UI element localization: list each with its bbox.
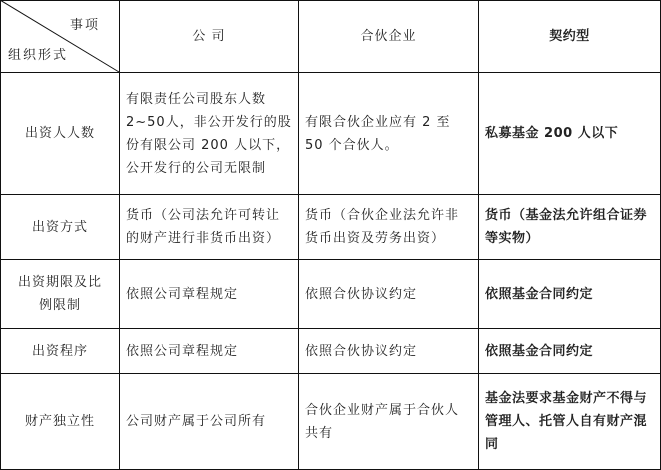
cell-contractual-contribution-procedure: 依照基金合同约定: [485, 343, 594, 359]
row-label-contribution-term: 出资期限及比例限制: [17, 275, 102, 313]
cell-company-contribution-method: 货币（公司法允许可转让的财产进行非货币出资）: [126, 208, 281, 246]
cell-contractual-contribution-method: 货币（基金法允许组合证券等实物）: [485, 208, 648, 246]
row-label-contribution-method: 出资方式: [31, 219, 88, 235]
header-corner-top: 事项: [70, 18, 101, 33]
cell-contractual-investor-count: 私募基金 200 人以下: [485, 126, 619, 141]
cell-company-contribution-term: 依照公司章程规定: [126, 286, 239, 302]
header-partnership: 合伙企业: [360, 29, 417, 44]
cell-partnership-investor-count: 有限合伙企业应有 2 至 50 个合伙人。: [305, 114, 451, 153]
cell-partnership-asset-independence: 合伙企业财产属于合伙人共有: [305, 402, 460, 441]
cell-company-contribution-procedure: 依照公司章程规定: [126, 343, 239, 359]
cell-contractual-contribution-term: 依照基金合同约定: [485, 286, 594, 302]
cell-company-asset-independence: 公司财产属于公司所有: [126, 414, 267, 429]
row-label-investor-count: 出资人人数: [24, 126, 95, 141]
header-company: 公 司: [192, 29, 226, 44]
header-contractual: 契约型: [549, 29, 590, 44]
row-label-contribution-procedure: 出资程序: [31, 343, 88, 359]
cell-partnership-contribution-term: 依照合伙协议约定: [305, 286, 418, 302]
cell-contractual-asset-independence: 基金法要求基金财产不得与管理人、托管人自有财产混同: [485, 391, 648, 452]
cell-partnership-contribution-method: 货币（合伙企业法允许非货币出资及劳务出资）: [305, 208, 460, 246]
cell-partnership-contribution-procedure: 依照合伙协议约定: [305, 343, 418, 359]
cell-company-investor-count: 有限责任公司股东人数2~50人，非公开发行的股份有限公司 200 人以下，公开发行的公司无限制: [126, 91, 292, 176]
row-label-asset-independence: 财产独立性: [24, 414, 95, 429]
header-corner-bottom: 组织形式: [8, 48, 69, 63]
